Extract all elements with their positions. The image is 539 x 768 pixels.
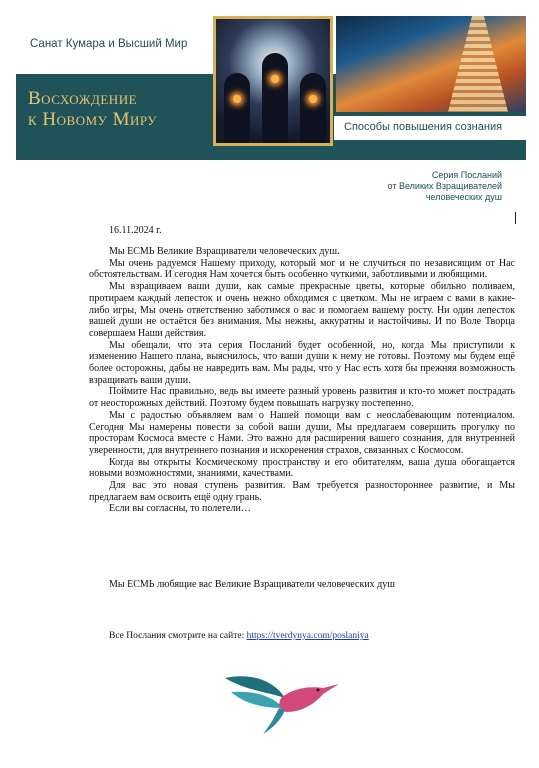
letter-body [89,246,515,515]
banner-top-title: Санат Кумара и Высший Мир [30,38,188,50]
banner-main-title [28,88,213,130]
hummingbird-logo [223,668,341,736]
body-paragraph: Мы обещали, что эта серия Посланий будет особенной, но, когда Мы приступили к изменению Нашего плана, выяснилось, что ваши души к нему не готовы. Поэтому мы будем ещё более осторожны, дабы не навредить вам. Мы рады, что у Нас есть хотя бы прежняя возможность взращивать ваши души. [89,339,515,386]
bird-body [279,684,339,712]
footer-label: Все Послания смотрите на сайте: [109,631,245,641]
series-line: Серия Посланий [431,170,502,180]
figure-silhouette [224,73,250,143]
banner-illustration-figures [213,16,333,146]
banner-subtitle: Способы повышения сознания [344,121,503,133]
header-banner [16,16,526,160]
bird-tail [263,708,285,734]
body-paragraph: Когда вы открыты Космическому пространству и его обитателям, ваша душа обогащается новыми возможностями, знаниями, качествами. [89,456,515,480]
figure-silhouette [300,73,326,143]
series-line: от Великих Взращивателей [387,181,502,191]
body-paragraph: Если вы согласны, то полетели… [109,503,251,515]
figure-silhouette [262,53,288,143]
text-cursor [515,212,516,224]
main-title-line: Восхождение [28,88,138,109]
series-line: человеческих душ [425,192,502,202]
letter-date: 16.11.2024 г. [109,225,162,236]
body-paragraph: Мы с радостью объявляем вам о Нашей помощи вам с неослабевающим потенциалом. Сегодня Мы намерены повести за собой ваши души, Мы предлагаем совершить прогулку по просторам Космоса вместе с Нами. Это важно для расширения вашего сознания, для внутренней уверенности, для внутреннего познания и искоренения страхов, связанных с Космосом. [89,409,515,456]
body-paragraph: Мы очень радуемся Нашему приходу, который мог и не случиться по независящим от Нас обстоятельствам. И сегодня Нам хочется быть особенно чуткими, заботливыми и любящими. [89,257,515,281]
banner-illustration-stairway [336,16,526,112]
footer-line [109,631,369,641]
body-paragraph: Мы взращиваем ваши души, как самые прекрасные цветы, которые обильно поливаем, протираем каждый лепесток и очень нежно обходимся с цветком. Мы не играем с вами в какие-либо игры, Мы очень ответственно заботимся о вас и помогаем вашему росту. Ни один лепесток вашей души не остаётся без внимания. Мы нежны, аккуратны и настойчивы. И по Воле Творца совершаем Наши действия. [89,281,515,339]
body-paragraph: Мы ЕСМЬ Великие Взращиватели человеческих душ. [109,246,340,257]
series-caption [332,170,502,203]
bird-eye [317,689,320,692]
letter-signoff: Мы ЕСМЬ любящие вас Великие Взращиватели человеческих душ [109,579,395,590]
stairway-shape [448,16,508,112]
main-title-line: к Новому Миру [28,109,157,130]
website-link[interactable]: https://tverdynya.com/poslaniya [246,631,369,641]
body-paragraph: Для вас это новая ступень развития. Вам требуется разностороннее развитие, и Мы предлагаем вам освоить ещё одну грань. [89,480,515,503]
body-paragraph: Поймите Нас правильно, ведь вы имеете разный уровень развития и кто-то может пострадать от неосторожных действий. Поэтому будем повышать нагрузку постепенно. [89,386,515,410]
